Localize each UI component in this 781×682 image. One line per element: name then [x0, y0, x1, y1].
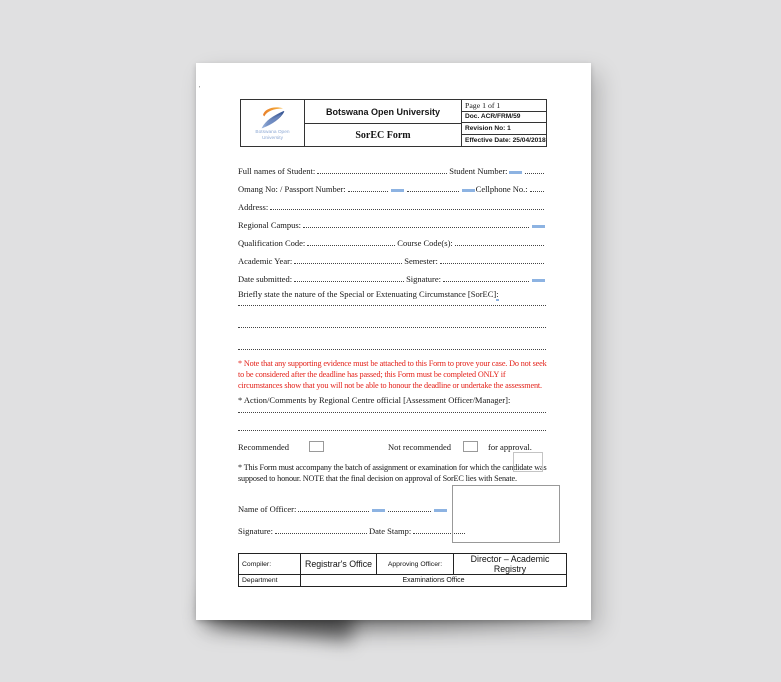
field-row-address — [238, 194, 546, 212]
qualification-code-field — [307, 243, 395, 246]
compiler-label: Compiler: — [239, 554, 301, 575]
omang-passport-label: Omang No: / Passport Number: — [238, 184, 346, 194]
officer-name-field2 — [388, 509, 431, 512]
approving-officer-label: Approving Officer: — [377, 554, 454, 575]
effective-date: Effective Date: 25/04/2018 — [465, 136, 546, 144]
full-names-field — [317, 171, 447, 174]
signature-label: Signature: — [406, 274, 442, 284]
approving-officer-value: Director – Academic Registry — [454, 554, 567, 575]
dotted-line — [238, 413, 546, 431]
officer-name-label: Name of Officer: — [238, 504, 297, 514]
date-stamp-box — [452, 485, 560, 543]
field-row-names — [238, 158, 546, 176]
footer-table — [238, 553, 567, 587]
course-codes-label: Course Code(s): — [397, 238, 453, 248]
logo-cell — [241, 100, 305, 146]
document-page — [196, 63, 591, 620]
action-answer-lines — [238, 406, 546, 431]
officer-name-row — [238, 498, 448, 514]
address-field — [270, 207, 544, 210]
passport-field — [407, 189, 459, 192]
edit-mark — [509, 171, 522, 174]
student-number-field — [525, 171, 544, 174]
semester-label: Semester: — [404, 256, 438, 266]
revision-number: Revision No: 1 — [462, 123, 546, 135]
regional-campus-field — [303, 225, 529, 228]
doc-number: Doc. ACR/FRM/59 — [462, 112, 546, 124]
form-title: SorEC Form — [355, 129, 411, 141]
recommended-checkbox — [309, 441, 324, 452]
footer-row-compiler — [239, 554, 567, 575]
footer-row-department — [239, 575, 567, 587]
edit-mark — [434, 509, 447, 512]
edit-mark — [391, 189, 404, 192]
edit-mark — [462, 189, 475, 192]
officer-name-field — [298, 509, 369, 512]
logo-caption-line1: Botswana Open — [255, 130, 290, 136]
officer-signature-row — [238, 520, 474, 536]
approval-label: for approval. — [488, 442, 532, 452]
semester-field — [440, 261, 544, 264]
full-names-label: Full names of Student: — [238, 166, 316, 176]
header-title-cell — [305, 100, 462, 146]
field-row-omang — [238, 176, 546, 194]
recommended-label: Recommended — [238, 442, 289, 452]
edit-mark — [372, 509, 385, 512]
org-name: Botswana Open University — [305, 100, 461, 124]
department-label: Department — [239, 575, 301, 587]
empty-text-box — [513, 452, 543, 472]
header-meta-cell — [462, 100, 546, 146]
dotted-line — [238, 306, 546, 328]
field-row-year — [238, 248, 546, 266]
sorec-answer-lines — [238, 300, 546, 350]
stray-mark: ' — [199, 85, 201, 93]
qualification-code-label: Qualification Code: — [238, 238, 306, 248]
not-recommended-checkbox — [463, 441, 478, 452]
sorec-prompt-text: Briefly state the nature of the Special or Extenuating Circumstance [SorEC] — [238, 289, 497, 299]
not-recommended-label: Not recommended — [387, 442, 452, 452]
logo-caption-line2: University — [261, 135, 284, 141]
cellphone-label: Cellphone No.: — [475, 184, 528, 194]
officer-signature-label: Signature: — [238, 526, 273, 536]
date-submitted-field — [294, 279, 404, 282]
page-info: Page 1 of 1 — [462, 100, 546, 112]
edit-mark — [532, 225, 545, 228]
evidence-note: * Note that any supporting evidence must be attached to this Form to prove your case. Do not seek to be considered after the deadline has passed; this Form must be completed ONLY if circumstances show that you will not be able to honour the deadline or undertake the assessment. — [238, 359, 547, 390]
field-row-codes — [238, 230, 546, 248]
sorec-prompt — [238, 288, 546, 300]
course-codes-field — [455, 243, 544, 246]
sorec-prompt-colon: : — [496, 289, 499, 299]
date-submitted-label: Date submitted: — [238, 274, 293, 284]
address-label: Address: — [238, 202, 269, 212]
academic-year-field — [294, 261, 402, 264]
edit-mark — [532, 279, 545, 282]
student-number-label: Student Number: — [449, 166, 508, 176]
officer-signature-field — [275, 531, 367, 534]
field-row-campus — [238, 212, 546, 230]
dotted-line — [238, 406, 546, 413]
academic-year-label: Academic Year: — [238, 256, 293, 266]
action-comments-prompt: * Action/Comments by Regional Centre official [Assessment Officer/Manager]: — [238, 395, 511, 405]
dotted-line — [238, 328, 546, 350]
department-value: Examinations Office — [301, 575, 567, 587]
compiler-value: Registrar's Office — [301, 554, 377, 575]
logo-caption — [255, 130, 289, 141]
university-logo-icon — [252, 105, 294, 129]
field-rows — [238, 158, 546, 284]
header-table — [240, 99, 547, 147]
omang-field — [348, 189, 388, 192]
signature-field — [443, 279, 529, 282]
date-stamp-label: Date Stamp: — [368, 526, 412, 536]
regional-campus-label: Regional Campus: — [238, 220, 302, 230]
cellphone-field — [530, 189, 544, 192]
recommendation-row — [238, 437, 546, 452]
field-row-date — [238, 266, 546, 284]
senate-note: * This Form must accompany the batch of assignment or examination for which the candidate was supposed to honour. NOTE that the final decision on approval of SorEC lies with Senate. — [238, 463, 547, 483]
